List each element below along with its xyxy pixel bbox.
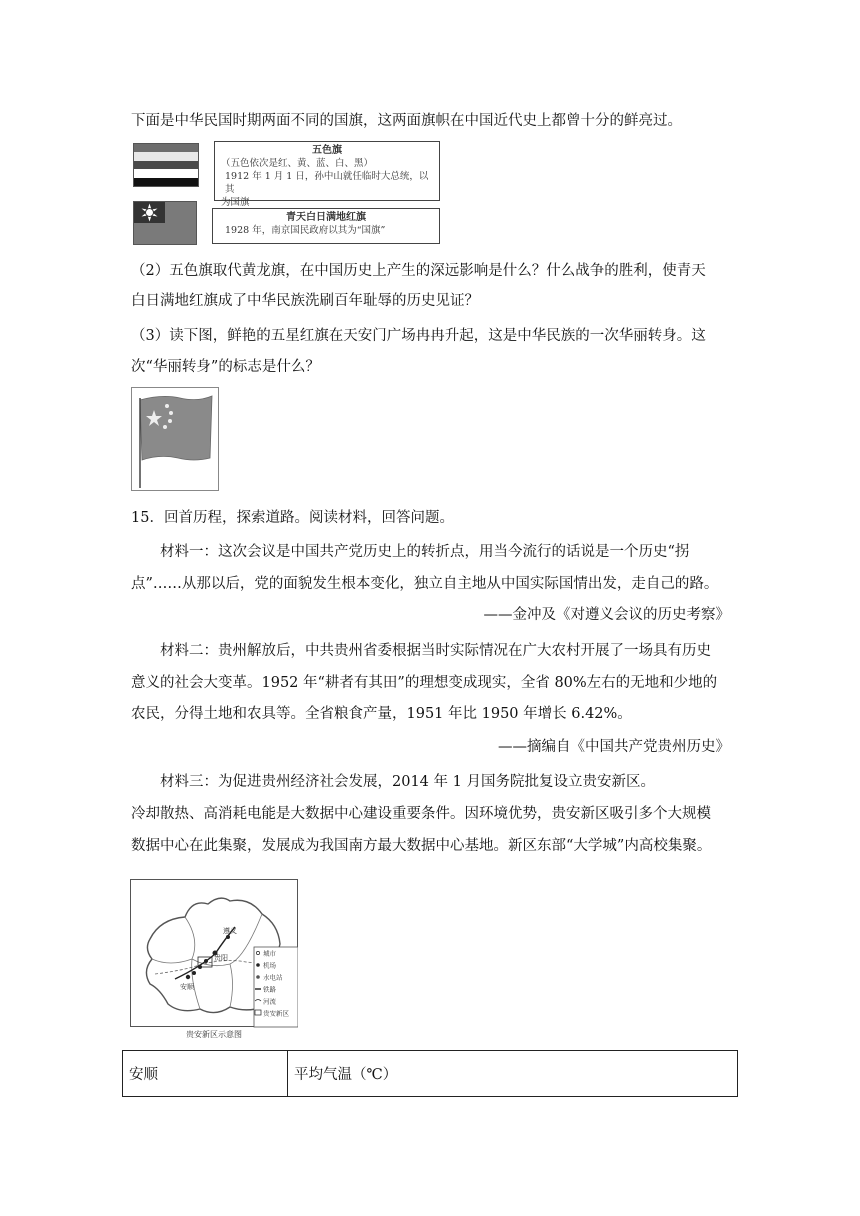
m1-source: ——金冲及《对遵义会议的历史考察》 [483, 607, 730, 623]
m3-line3: 数据中心在此集聚，发展成为我国南方最大数据中心基地。新区东部“大学城”内高校集聚。 [131, 838, 712, 854]
legend-river: 河流 [263, 997, 276, 1006]
legend-city: 城市 [263, 949, 276, 958]
legend-guian: 贵安新区 [263, 1009, 289, 1018]
table-cell-avg-temp: 平均气温（℃） [288, 1051, 738, 1097]
climate-table [122, 1050, 738, 1097]
m3-line1: 材料三：为促进贵州经济社会发展，2014 年 1 月国务院批复设立贵安新区。 [160, 774, 655, 790]
blue-sky-flag-caption [212, 208, 440, 244]
five-color-flag [133, 143, 199, 187]
map-city-anshun: 安顺 [180, 983, 194, 991]
q3-line2: 次“华丽转身”的标志是什么？ [131, 359, 320, 375]
legend-hydropower: 水电站 [263, 973, 283, 982]
q15-heading: 15．回首历程，探索道路。阅读材料，回答问题。 [131, 510, 454, 526]
five-color-flag-line3: 为国旗 [221, 197, 250, 208]
m1-line1: 材料一：这次会议是中国共产党历史上的转折点，用当今流行的话说是一个历史“拐 [160, 544, 690, 560]
table-cell-anshun: 安顺 [123, 1051, 288, 1097]
map-city-zunyi: 遵义 [223, 927, 237, 935]
m2-line3: 农民，分得土地和农具等。全省粮食产量，1951 年比 1950 年增长 6.42%。 [131, 706, 632, 722]
five-color-flag-line1: （五色依次是红、黄、蓝、白、黑） [221, 158, 374, 169]
five-star-flag-image [131, 387, 219, 491]
legend-airport: 机场 [263, 961, 276, 970]
q3-line1: （3）读下图，鲜艳的五星红旗在天安门广场冉冉升起，这是中华民族的一次华丽转身。这 [131, 328, 706, 344]
m2-source: ——摘编自《中国共产党贵州历史》 [498, 739, 730, 755]
q2-line1: （2）五色旗取代黄龙旗，在中国历史上产生的深远影响是什么？什么战争的胜利，使青天 [131, 263, 706, 279]
blue-sky-flag [133, 201, 197, 245]
q2-line2: 白日满地红旗成了中华民族洗刷百年耻辱的历史见证？ [131, 293, 479, 309]
intro-text: 下面是中华民国时期两面不同的国旗，这两面旗帜在中国近代史上都曾十分的鲜亮过。 [131, 113, 682, 129]
map-city-guiyang: 贵阳 [214, 954, 228, 962]
guian-map [130, 879, 298, 1039]
legend-railway: 铁路 [263, 985, 276, 994]
five-color-flag-line2: 1912 年 1 月 1 日，孙中山就任临时大总统，以其 [225, 171, 429, 195]
m3-line2: 冷却散热、高消耗电能是大数据中心建设重要条件。因环境优势，贵安新区吸引多个大规模 [131, 806, 711, 822]
m2-line1: 材料二：贵州解放后，中共贵州省委根据当时实际情况在广大农村开展了一场具有历史 [160, 643, 711, 659]
five-color-flag-title: 五色旗 [312, 145, 342, 156]
m1-line2: 点”……从那以后，党的面貌发生根本变化，独立自主地从中国实际国情出发，走自己的路。 [131, 576, 719, 592]
blue-sky-flag-line1: 1928 年，南京国民政府以其为“国旗” [225, 225, 386, 236]
white-sun-icon [134, 202, 165, 223]
five-color-flag-caption [214, 141, 440, 208]
m2-line2: 意义的社会大变革。1952 年“耕者有其田”的理想变成现实，全省 80%左右的无地和少地的 [131, 675, 718, 691]
blue-sky-flag-title: 青天白日满地红旗 [286, 212, 366, 223]
map-caption: 贵安新区示意图 [186, 1030, 242, 1039]
table-row [123, 1051, 738, 1097]
